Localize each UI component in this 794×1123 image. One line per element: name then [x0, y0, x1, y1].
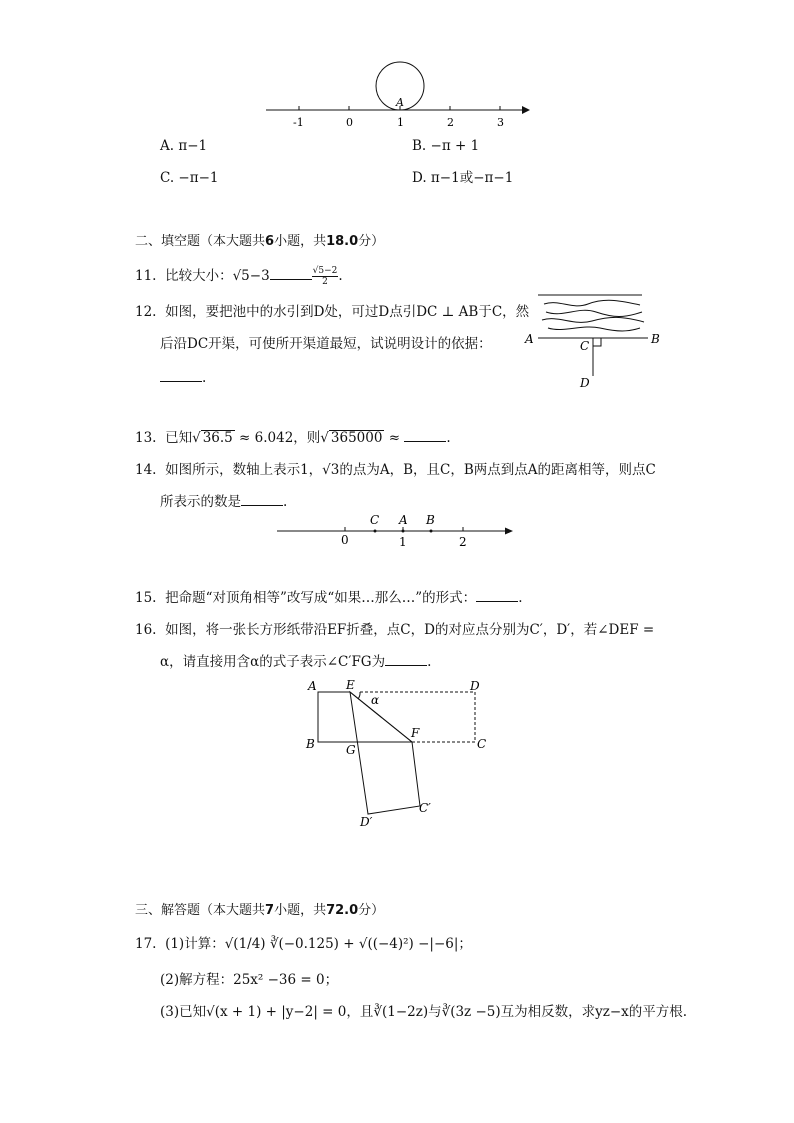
- question-13: 13. 已知√ 36.5 ≈ 6.042，则√ 365000 ≈ .: [135, 430, 451, 446]
- label-c: C: [580, 339, 590, 353]
- option-d[interactable]: D. π−1或−π−1: [412, 170, 514, 186]
- tick-label: -1: [293, 116, 304, 129]
- question-14-line2: 所表示的数是 .: [160, 494, 288, 510]
- label-e: E: [346, 678, 355, 692]
- right-angle-mark: [593, 338, 601, 346]
- label-alpha: α: [371, 693, 380, 707]
- question-16-line1: 16. 如图，将一张长方形纸带沿EF折叠，点C，D的对应点分别为C′，D′，若∠DEF =: [135, 622, 655, 638]
- label-d: D: [580, 376, 590, 390]
- label-c: C: [370, 513, 380, 527]
- section-heading-fill-in: 二、填空题（本大题共6小题，共18.0分）: [135, 234, 385, 249]
- pond-figure: [520, 288, 670, 394]
- point-a: [402, 530, 405, 533]
- question-14-line1: 14. 如图所示，数轴上表示1，√3的点为A，B，且C，B两点到点A的距离相等，则点C: [135, 462, 656, 478]
- question-12-line2: 后沿DC开渠，可使所开渠道最短，试说明设计的依据：: [160, 336, 492, 352]
- water-wave: [548, 327, 640, 331]
- question-12-line1: 12. 如图，要把池中的水引到D处，可过D点引DC ⊥ AB于C，然: [135, 304, 530, 320]
- point-b: [430, 530, 433, 533]
- tick-label: 3: [497, 116, 504, 129]
- answer-blank[interactable]: [241, 493, 283, 506]
- water-wave: [542, 317, 644, 322]
- option-c[interactable]: C. −π−1: [160, 170, 219, 186]
- fraction: $\frac{√5-2}{2}$: [312, 266, 338, 287]
- option-b[interactable]: B. −π + 1: [412, 138, 480, 154]
- water-wave: [546, 310, 642, 316]
- tick-label: 0: [341, 533, 349, 547]
- point-c: [374, 530, 377, 533]
- answer-blank[interactable]: [160, 369, 202, 382]
- tick-label: 2: [459, 535, 467, 549]
- label-b: B: [651, 332, 660, 346]
- answer-blank[interactable]: [270, 267, 312, 280]
- number-line-figure-q14: [275, 510, 520, 550]
- tick-label: 2: [447, 116, 454, 129]
- arrow-head: [522, 106, 530, 114]
- label-c: C: [477, 737, 487, 751]
- rectangle-solid-part: [318, 692, 350, 742]
- angle-arc: [358, 692, 360, 699]
- answer-blank[interactable]: [476, 589, 518, 602]
- folded-strip-figure: [300, 674, 500, 834]
- question-12-line3: .: [160, 368, 206, 388]
- folded-part: [350, 692, 420, 814]
- arrow-head: [505, 528, 513, 535]
- question-15: 15. 把命题“对顶角相等”改写成“如果…那么…”的形式： .: [135, 590, 523, 606]
- label-f: F: [411, 726, 420, 740]
- question-17-part1: 17. (1)计算：√(1/4) ∛(−0.125) + √((−4)²) −|−6|；: [135, 936, 472, 952]
- question-17-part2: (2)解方程：25x² −36 = 0；: [160, 972, 339, 988]
- tick-label: 0: [346, 116, 353, 129]
- answer-blank[interactable]: [404, 429, 446, 442]
- water-wave: [544, 300, 640, 306]
- option-a[interactable]: A. π−1: [160, 138, 208, 154]
- answer-blank[interactable]: [385, 653, 427, 666]
- label-b: B: [426, 513, 435, 527]
- section-heading-answer: 三、解答题（本大题共7小题，共72.0分）: [135, 903, 385, 918]
- label-d: D: [470, 679, 480, 693]
- question-11: 11. 比较大小：√5−3 $\frac{√5-2}{2}$ .: [135, 266, 343, 287]
- label-a: A: [308, 679, 317, 693]
- label-c-prime: C′: [419, 801, 431, 815]
- label-b: B: [306, 737, 315, 751]
- label-g: G: [346, 743, 356, 757]
- tick-label: 1: [399, 535, 407, 549]
- number-line-figure-top: [260, 58, 540, 132]
- label-a: A: [399, 513, 408, 527]
- point-label-a: A: [396, 96, 404, 109]
- label-d-prime: D′: [360, 815, 373, 829]
- question-17-part3: (3)已知√(x + 1) + |y−2| = 0，且∛(1−2z)与∛(3z −5)互为相反数，求yz−x的平方根.: [160, 1004, 688, 1020]
- tick-label: 1: [397, 116, 404, 129]
- question-16-line2: α，请直接用含α的式子表示∠C′FG为 .: [160, 654, 432, 670]
- label-a: A: [525, 332, 534, 346]
